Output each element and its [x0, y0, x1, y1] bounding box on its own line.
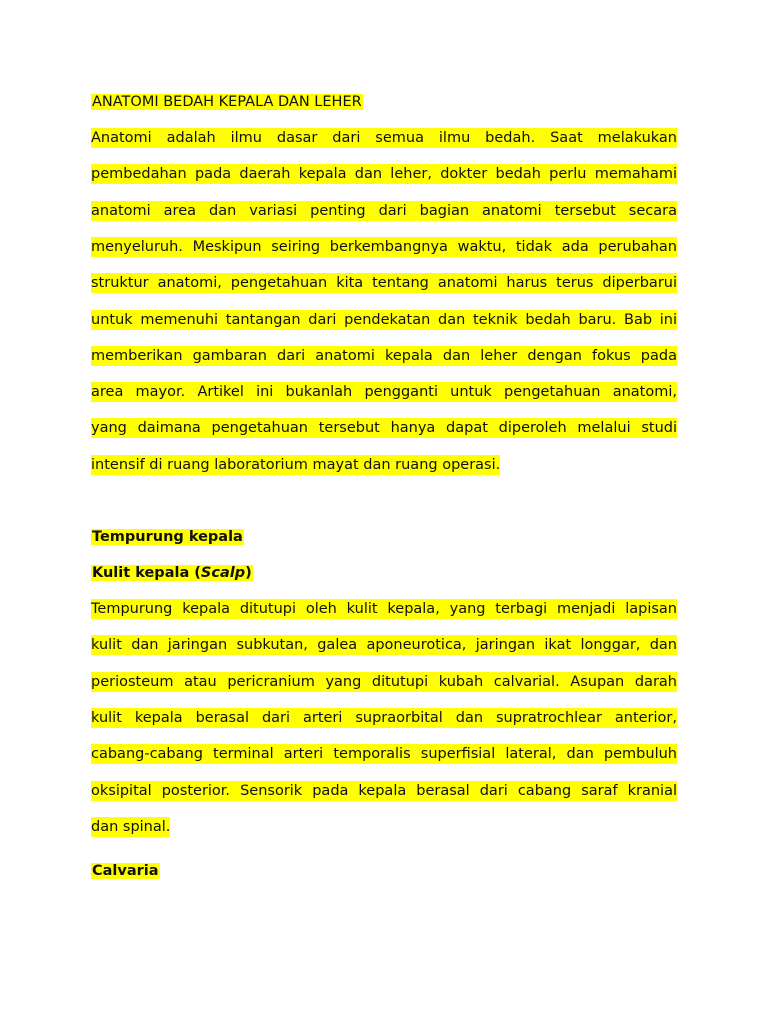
text-line [91, 672, 677, 692]
text-line [91, 346, 677, 366]
text-line-content: pembedahan pada daerah kepala dan leher, dokter bedah perlu memahami [91, 166, 677, 183]
text-line-content: yang daimana pengetahuan tersebut hanya dapat diperoleh melalui studi [91, 420, 677, 437]
text-line-content: struktur anatomi, pengetahuan kita tentang anatomi harus terus diperbarui [91, 275, 677, 292]
text-line-content: menyeluruh. Meskipun seiring berkembangnya waktu, tidak ada perubahan [91, 238, 677, 255]
text-line-content: memberikan gambaran dari anatomi kepala dan leher dengan fokus pada [91, 347, 677, 364]
calvaria-heading-text: Calvaria [92, 863, 159, 879]
text-line [91, 781, 677, 801]
text-line [91, 418, 677, 438]
text-line [91, 635, 677, 655]
text-line [91, 273, 677, 293]
text-line-content: periosteum atau pericranium yang ditutupi kubah calvarial. Asupan darah [91, 673, 677, 690]
text-line [91, 599, 677, 619]
section-heading-text: Tempurung kepala [92, 529, 243, 545]
document-title [91, 92, 363, 112]
text-line-content: anatomi area dan variasi penting dari bagian anatomi tersebut secara [91, 202, 677, 219]
text-line [91, 708, 677, 728]
text-line-content: oksipital posterior. Sensorik pada kepala berasal dari cabang saraf kranial [91, 782, 677, 799]
calvaria-heading [91, 861, 160, 881]
text-line-content: area mayor. Artikel ini bukanlah pengganti untuk pengetahuan anatomi, [91, 384, 677, 401]
title-text: ANATOMI BEDAH KEPALA DAN LEHER [92, 94, 362, 110]
text-line [91, 310, 677, 330]
text-line [91, 237, 677, 257]
section-heading [91, 527, 244, 547]
text-line-content: Tempurung kepala ditutupi oleh kulit kepala, yang terbagi menjadi lapisan [91, 601, 677, 617]
text-line-content: kulit kepala berasal dari arteri supraorbital dan supratrochlear anterior, [91, 709, 677, 726]
text-line [91, 201, 677, 221]
text-line-content: cabang-cabang terminal arteri temporalis superfisial lateral, dan pembuluh [91, 746, 677, 763]
text-line [91, 744, 677, 764]
text-line-content: untuk memenuhi tantangan dari pendekatan dan teknik bedah baru. Bab ini [91, 311, 677, 328]
subsection-italic: Scalp [200, 565, 246, 581]
text-line-content: dan spinal. [91, 818, 171, 835]
subsection-heading [91, 563, 253, 583]
text-line-content: intensif di ruang laboratorium mayat dan ruang operasi. [91, 456, 501, 473]
text-line-content: kulit dan jaringan subkutan, galea aponeurotica, jaringan ikat longgar, dan [91, 637, 677, 654]
text-line [91, 382, 677, 402]
subsection-suffix: ) [245, 565, 252, 581]
subsection-heading-text [91, 565, 253, 581]
text-line [91, 455, 500, 475]
subsection-prefix: Kulit kepala ( [92, 565, 201, 581]
text-line-content: Anatomi adalah ilmu dasar dari semua ilmu bedah. Saat melakukan [91, 130, 677, 146]
text-line [91, 817, 170, 837]
text-line [91, 164, 677, 184]
text-line [91, 128, 677, 148]
